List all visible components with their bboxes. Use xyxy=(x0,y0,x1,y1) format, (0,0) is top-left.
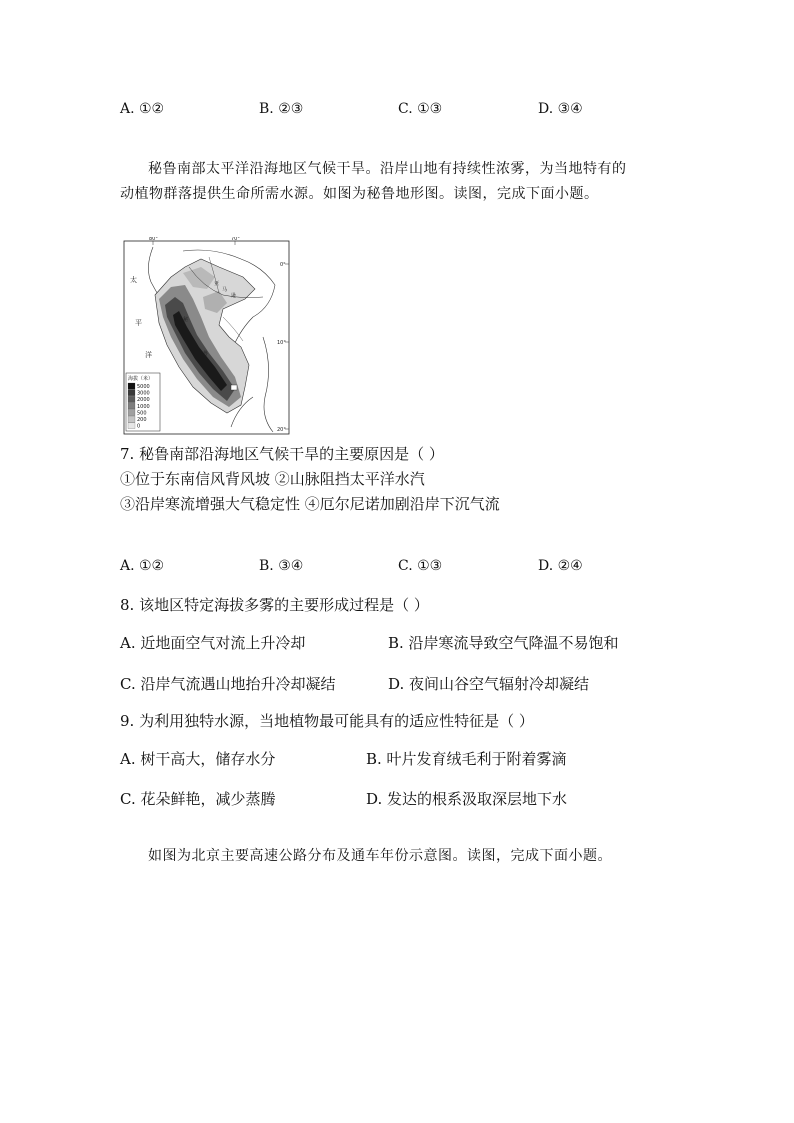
lake-titicaca xyxy=(231,385,237,390)
legend-value: 3000 xyxy=(137,390,150,397)
region-label-char-1: 亚 xyxy=(214,281,220,287)
legend-value: 500 xyxy=(137,410,147,417)
legend-swatch xyxy=(128,409,135,415)
legend-swatch xyxy=(128,423,135,429)
peru-terrain-map-graphic xyxy=(123,237,290,436)
q8-stem: 8. 该地区特定海拔多雾的主要形成过程是（ ） xyxy=(120,596,429,614)
q7-option-a: A. ①② xyxy=(120,558,165,574)
lon-label-80: 80° xyxy=(149,237,158,242)
legend-value: 1000 xyxy=(137,403,150,410)
legend-value: 5000 xyxy=(137,384,150,390)
q8-option-d: D. 夜间山谷空气辐射冷却凝结 xyxy=(388,675,590,693)
ocean-label-char-3: 洋 xyxy=(145,351,152,359)
intro-paragraph-line-2: 动植物群落提供生命所需水源。如图为秘鲁地形图。读图，完成下面小题。 xyxy=(120,186,599,202)
legend-rows xyxy=(128,383,150,430)
q8-option-a: A. 近地面空气对流上升冷却 xyxy=(120,634,306,652)
q7-stem: 7. 秘鲁南部沿海地区气候干旱的主要原因是（ ） xyxy=(120,445,444,463)
q6-option-d: D. ③④ xyxy=(538,101,583,117)
q9-option-b: B. 叶片发育绒毛利于附着雾滴 xyxy=(366,750,567,768)
q7-option-d: D. ②④ xyxy=(538,558,583,574)
next-section-intro: 如图为北京主要高速公路分布及通车年份示意图。读图，完成下面小题。 xyxy=(148,848,612,864)
country-label-char-2: 鲁 xyxy=(203,351,209,357)
legend-swatch xyxy=(128,390,135,396)
legend-swatch xyxy=(128,383,135,389)
lat-label-10: 10° xyxy=(277,340,286,346)
q9-option-c: C. 花朵鲜艳，减少蒸腾 xyxy=(120,790,276,808)
q7-statements-1: ①位于东南信风背风坡 ②山脉阻挡太平洋水汽 xyxy=(120,470,425,488)
legend-value: 200 xyxy=(137,417,147,423)
q9-option-a: A. 树干高大，储存水分 xyxy=(120,750,276,768)
legend-title: 海拔（米） xyxy=(128,376,154,382)
ocean-label-char-1: 太 xyxy=(130,276,137,284)
intro-paragraph-line-1: 秘鲁南部太平洋沿海地区气候干旱。沿岸山地有持续性浓雾，为当地特有的 xyxy=(148,161,627,177)
q7-statements-2: ③沿岸寒流增强大气稳定性 ④厄尔尼诺加剧沿岸下沉气流 xyxy=(120,495,500,513)
q8-option-b: B. 沿岸寒流导致空气降温不易饱和 xyxy=(388,634,619,652)
lat-label-20: 20° xyxy=(277,427,286,433)
region-label-char-3: 逊 xyxy=(231,293,237,299)
lon-label-70: 70° xyxy=(231,237,240,242)
q7-option-b: B. ③④ xyxy=(259,558,304,574)
q7-option-c: C. ①③ xyxy=(398,558,443,574)
legend-value: 0 xyxy=(137,423,141,430)
peru-terrain-map xyxy=(123,237,290,436)
country-label-char-1: 秘 xyxy=(183,317,189,323)
q6-option-c: C. ①③ xyxy=(398,101,443,117)
legend-swatch xyxy=(128,396,135,402)
legend-swatch xyxy=(128,403,135,409)
q9-option-d: D. 发达的根系汲取深层地下水 xyxy=(366,790,568,808)
q8-option-c: C. 沿岸气流遇山地抬升冷却凝结 xyxy=(120,675,336,693)
q9-stem: 9. 为利用独特水源，当地植物最可能具有的适应性特征是（ ） xyxy=(120,712,534,730)
ocean-label-char-2: 平 xyxy=(135,319,142,327)
region-label-char-2: 马 xyxy=(222,287,228,293)
q6-option-a: A. ①② xyxy=(120,101,165,117)
q6-option-b: B. ②③ xyxy=(259,101,304,117)
legend-value: 2000 xyxy=(137,397,150,404)
lat-label-0: 0° xyxy=(280,262,286,268)
legend-swatch xyxy=(128,416,135,422)
